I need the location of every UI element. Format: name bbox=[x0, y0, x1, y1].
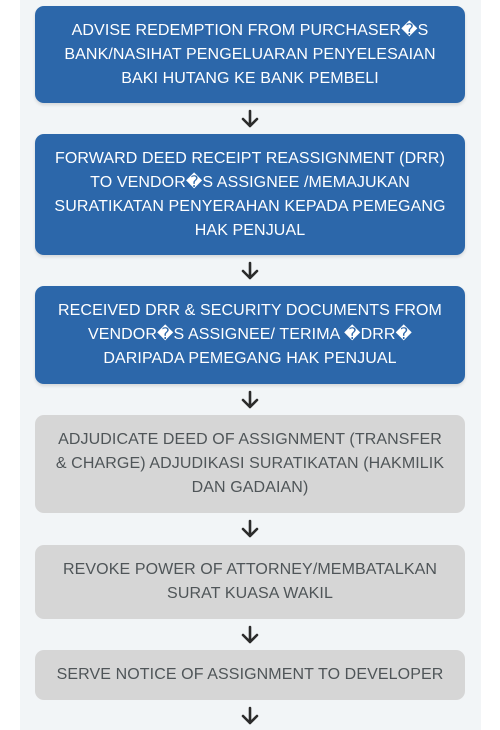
arrow-down-icon bbox=[240, 706, 260, 726]
arrow-down-icon bbox=[240, 109, 260, 129]
step-label: RECEIVED DRR & SECURITY DOCUMENTS FROM VENDOR�S ASSIGNEE/ TERIMA �DRR� DARIPADA PEMEGANG HAK PENJUAL bbox=[58, 302, 442, 367]
step-advise-redemption bbox=[35, 6, 465, 103]
step-forward-drr bbox=[35, 134, 465, 255]
arrow-down-icon bbox=[240, 261, 260, 281]
step-label: REVOKE POWER OF ATTORNEY/MEMBATALKAN SURAT KUASA WAKIL bbox=[62, 561, 438, 602]
arrow-down-icon bbox=[240, 519, 260, 539]
step-label: ADJUDICATE DEED OF ASSIGNMENT (TRANSFER & CHARGE) ADJUDIKASI SURATIKATAN (HAKMILIK DAN GADAIAN) bbox=[55, 431, 445, 496]
step-revoke-poa bbox=[35, 545, 465, 619]
step-label: ADVISE REDEMPTION FROM PURCHASER�S BANK/NASIHAT PENGELUARAN PENYELESAIAN BAKI HUTANG KE BANK PEMBELI bbox=[64, 21, 436, 87]
step-adjudicate-deed bbox=[35, 415, 465, 513]
step-received-drr bbox=[35, 286, 465, 384]
arrow-down-icon bbox=[240, 625, 260, 645]
step-label: SERVE NOTICE OF ASSIGNMENT TO DEVELOPER bbox=[56, 666, 444, 683]
step-serve-notice bbox=[35, 650, 465, 700]
step-label: FORWARD DEED RECEIPT REASSIGNMENT (DRR) TO VENDOR�S ASSIGNEE /MEMAJUKAN SURATIKATAN PENYERAHAN KEPADA PEMEGANG HAK PENJUAL bbox=[54, 149, 446, 239]
arrow-down-icon bbox=[240, 390, 260, 410]
